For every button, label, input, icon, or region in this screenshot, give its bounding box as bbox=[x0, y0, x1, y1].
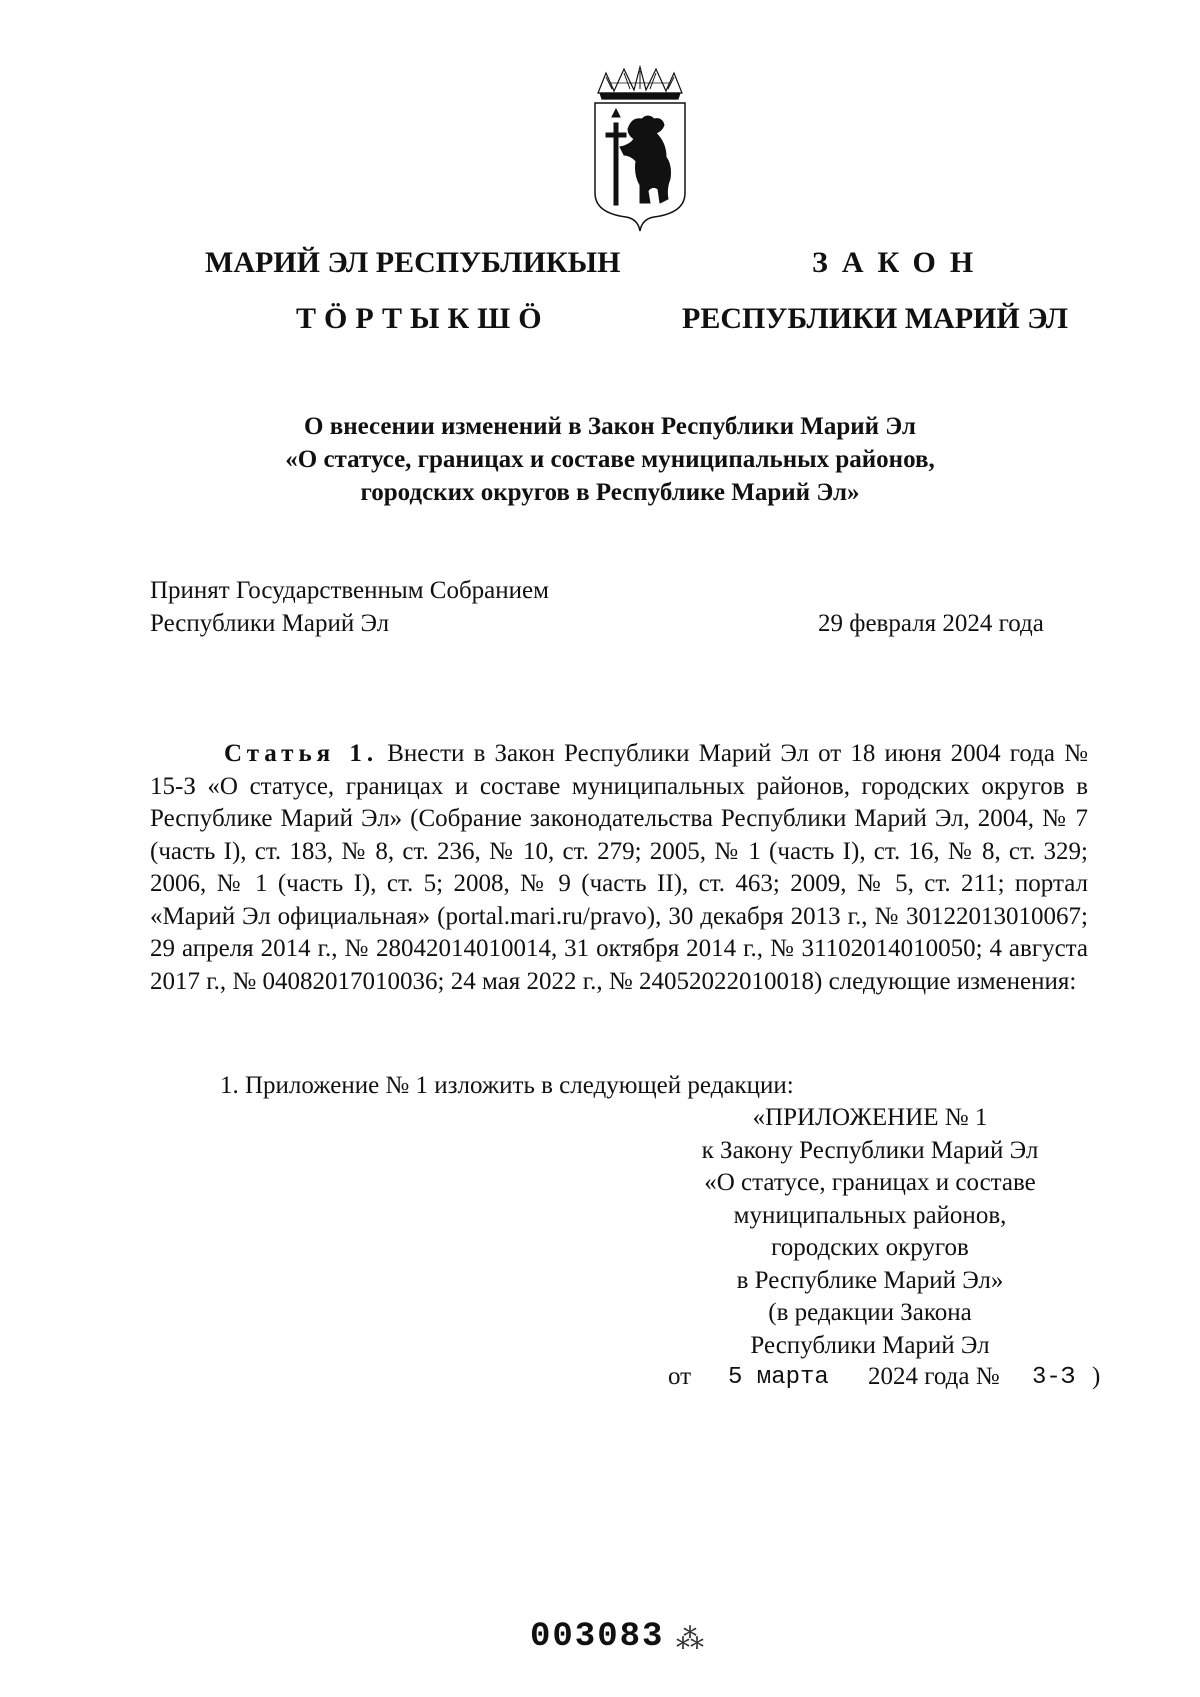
document-serial-number: 003083 bbox=[530, 1618, 665, 1656]
header-right-title: ЗАКОН bbox=[812, 246, 988, 279]
law-title-line: «О статусе, границах и составе муниципальных районов, bbox=[285, 446, 935, 473]
article-1-paragraph bbox=[150, 738, 1088, 998]
appendix-date-stamp: 5 марта bbox=[728, 1364, 829, 1391]
article-1-heading: Статья 1. bbox=[224, 740, 379, 767]
appendix-close-paren: ) bbox=[1092, 1363, 1101, 1390]
appendix-law-number: 3-З bbox=[1032, 1364, 1076, 1391]
appendix-line: «О статусе, границах и составе bbox=[704, 1169, 1036, 1196]
law-title-line: городских округов в Республике Марий Эл» bbox=[360, 479, 860, 506]
coat-of-arms-emblem bbox=[580, 65, 700, 235]
appendix-date-prefix: от bbox=[668, 1363, 692, 1390]
appendix-line: в Республике Марий Эл» bbox=[736, 1266, 1004, 1294]
adoption-date: 29 февраля 2024 года bbox=[818, 610, 1044, 637]
appendix-line: (в редакции Закона bbox=[768, 1299, 972, 1326]
header-right-subtitle: РЕСПУБЛИКИ МАРИЙ ЭЛ bbox=[682, 302, 1069, 335]
law-title bbox=[150, 410, 1070, 509]
bear-with-sword-icon bbox=[606, 109, 671, 205]
article-1-item-1: 1. Приложение № 1 изложить в следующей редакции: bbox=[220, 1072, 794, 1099]
adoption-line: Принят Государственным Собранием bbox=[150, 577, 549, 604]
appendix-year: 2024 года № bbox=[868, 1363, 1000, 1390]
adoption-line: Республики Марий Эл bbox=[150, 610, 390, 637]
serial-mark-icon: ⁂ bbox=[676, 1624, 704, 1655]
appendix-line: к Закону Республики Марий Эл bbox=[701, 1136, 1039, 1164]
appendix-line: городских округов bbox=[771, 1234, 969, 1261]
header-left-subtitle: ТӦРТЫКШӦ bbox=[296, 302, 550, 335]
law-title-line: О внесении изменений в Закон Республики Марий Эл bbox=[304, 413, 916, 440]
crown-icon bbox=[598, 67, 682, 99]
appendix-line: Республики Марий Эл bbox=[750, 1331, 990, 1359]
appendix-line: муниципальных районов, bbox=[733, 1201, 1007, 1229]
adoption-info bbox=[150, 574, 549, 640]
appendix-line: «ПРИЛОЖЕНИЕ № 1 bbox=[752, 1104, 988, 1131]
header-left-title: МАРИЙ ЭЛ РЕСПУБЛИКЫН bbox=[205, 246, 621, 279]
appendix-heading bbox=[660, 1102, 1080, 1362]
article-1-text: Внести в Закон Республики Марий Эл от 18 июня 2004 года № 15-З «О статусе, границах и составе муниципальных районов, городских округов в Республике Марий Эл» (Собрание законодательства Республики Марий Эл, 2004, № 7 (часть I), ст. 183, № 8, ст. 236, № 10, ст. 279; 2005, № 1 (часть I), ст. 16, № 8, ст. 329; 2006, № 1 (часть I), ст. 5; 2008, № 9 (часть II), ст. 463; 2009, № 5, ст. 211; портал «Марий Эл официальная» (portal.mari.ru/pravo), 30 декабря 2013 г., № 30122013010067; 29 апреля 2014 г., № 28042014010014, 31 октября 2014 г., № 31102014010050; 4 августа 2017 г., № 04082017010036; 24 мая 2022 г., № 24052022010018) следующие изменения: bbox=[150, 740, 1088, 995]
